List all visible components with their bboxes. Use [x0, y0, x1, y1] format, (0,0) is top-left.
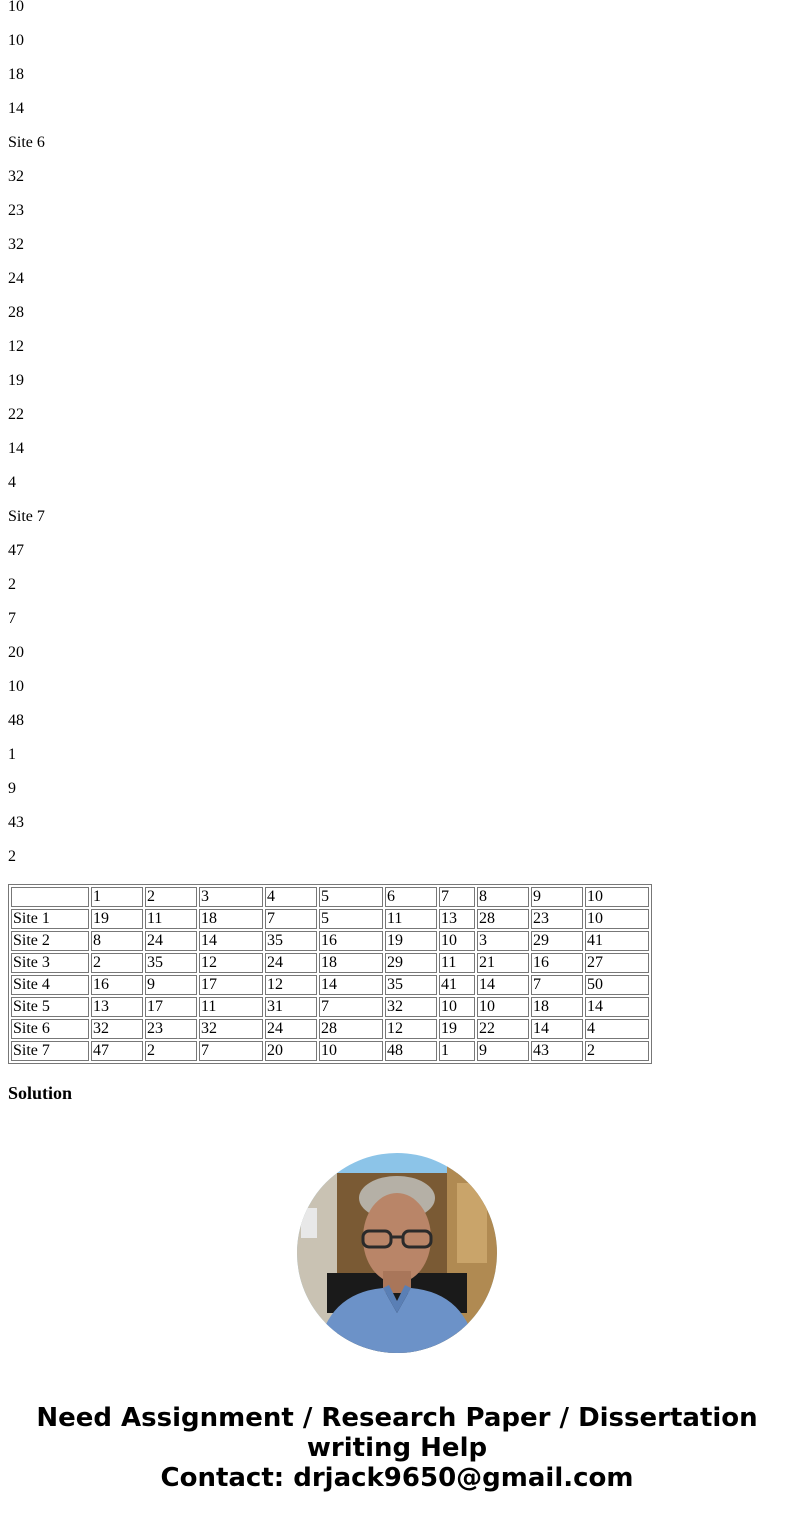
- table-cell: 23: [145, 1019, 197, 1039]
- table-cell: 2: [585, 1041, 649, 1061]
- table-row: [11, 931, 649, 951]
- solution-heading: Solution: [8, 1083, 73, 1103]
- table-cell: 10: [439, 997, 475, 1017]
- column-header-cell: 2: [145, 887, 197, 907]
- table-cell: 12: [199, 953, 263, 973]
- table-cell: 43: [531, 1041, 583, 1061]
- table-cell: 19: [439, 1019, 475, 1039]
- table-row: [11, 975, 649, 995]
- table-cell: 11: [439, 953, 475, 973]
- table-cell: 12: [265, 975, 317, 995]
- table-cell: 27: [585, 953, 649, 973]
- table-cell: 7: [531, 975, 583, 995]
- table-cell: 32: [199, 1019, 263, 1039]
- table-cell: 7: [265, 909, 317, 929]
- table-cell: 28: [319, 1019, 383, 1039]
- table-cell: 47: [91, 1041, 143, 1061]
- table-row: [11, 1041, 649, 1061]
- value-line: 48: [8, 712, 24, 729]
- table-cell: 29: [531, 931, 583, 951]
- value-line: 47: [8, 542, 24, 559]
- value-line: 22: [8, 406, 24, 423]
- column-header-cell: 6: [385, 887, 437, 907]
- table-cell: 8: [91, 931, 143, 951]
- value-line: 32: [8, 168, 24, 185]
- table-cell: 1: [439, 1041, 475, 1061]
- table-row: [11, 997, 649, 1017]
- table-cell: 24: [265, 1019, 317, 1039]
- person-portrait-icon: [297, 1153, 497, 1353]
- table-cell: 14: [585, 997, 649, 1017]
- table-cell: 20: [265, 1041, 317, 1061]
- table-cell: 7: [319, 997, 383, 1017]
- value-line: 4: [8, 474, 16, 491]
- value-line: 18: [8, 66, 24, 83]
- table-header-row: [11, 887, 649, 907]
- table-cell: 23: [531, 909, 583, 929]
- row-label-cell: Site 2: [11, 931, 89, 951]
- table-cell: 14: [477, 975, 529, 995]
- column-header-cell: 8: [477, 887, 529, 907]
- table-cell: 41: [439, 975, 475, 995]
- value-line: 28: [8, 304, 24, 321]
- contact-banner: [0, 1403, 794, 1493]
- value-line: 23: [8, 202, 24, 219]
- column-header-cell: 9: [531, 887, 583, 907]
- table-cell: 41: [585, 931, 649, 951]
- column-header-cell: 3: [199, 887, 263, 907]
- author-avatar: [297, 1153, 497, 1353]
- table-cell: 35: [385, 975, 437, 995]
- table-cell: 24: [265, 953, 317, 973]
- table-cell: 10: [319, 1041, 383, 1061]
- table-cell: 14: [199, 931, 263, 951]
- value-line: 43: [8, 814, 24, 831]
- table-cell: 48: [385, 1041, 437, 1061]
- table-cell: 14: [319, 975, 383, 995]
- table-cell: 32: [91, 1019, 143, 1039]
- table-cell: 24: [145, 931, 197, 951]
- table-cell: 12: [385, 1019, 437, 1039]
- row-label-cell: Site 5: [11, 997, 89, 1017]
- table-cell: 32: [385, 997, 437, 1017]
- table-cell: 18: [531, 997, 583, 1017]
- table-cell: 10: [439, 931, 475, 951]
- value-line: 10: [8, 32, 24, 49]
- value-line: 14: [8, 100, 24, 117]
- table-cell: 2: [91, 953, 143, 973]
- value-line: 10: [8, 0, 24, 15]
- table-cell: 50: [585, 975, 649, 995]
- column-header-cell: 1: [91, 887, 143, 907]
- table-cell: 35: [265, 931, 317, 951]
- table-cell: 3: [477, 931, 529, 951]
- value-line: 19: [8, 372, 24, 389]
- table-cell: 11: [385, 909, 437, 929]
- table-cell: 19: [385, 931, 437, 951]
- table-cell: 18: [199, 909, 263, 929]
- table-cell: 10: [585, 909, 649, 929]
- row-label-cell: Site 7: [11, 1041, 89, 1061]
- value-line: 1: [8, 746, 16, 763]
- row-label-cell: Site 6: [11, 1019, 89, 1039]
- table-cell: 5: [319, 909, 383, 929]
- table-cell: 13: [91, 997, 143, 1017]
- table-cell: 16: [91, 975, 143, 995]
- table-cell: 17: [199, 975, 263, 995]
- cta-line-1: Need Assignment / Research Paper / Dissertation: [36, 1403, 758, 1433]
- table-cell: 4: [585, 1019, 649, 1039]
- value-line: Site 6: [8, 134, 45, 151]
- table-cell: 2: [145, 1041, 197, 1061]
- value-line: 24: [8, 270, 24, 287]
- table-row: [11, 1019, 649, 1039]
- value-line: 2: [8, 848, 16, 865]
- value-line: 32: [8, 236, 24, 253]
- row-label-cell: Site 4: [11, 975, 89, 995]
- value-line: 10: [8, 678, 24, 695]
- table-cell: 16: [319, 931, 383, 951]
- value-line: 12: [8, 338, 24, 355]
- table-row: [11, 953, 649, 973]
- table-cell: 22: [477, 1019, 529, 1039]
- table-cell: 19: [91, 909, 143, 929]
- table-cell: 13: [439, 909, 475, 929]
- table-cell: 11: [199, 997, 263, 1017]
- table-cell: 17: [145, 997, 197, 1017]
- table-cell: 9: [477, 1041, 529, 1061]
- column-header-cell: 7: [439, 887, 475, 907]
- table-cell: 16: [531, 953, 583, 973]
- column-header-cell: 5: [319, 887, 383, 907]
- value-line: 2: [8, 576, 16, 593]
- table-row: [11, 909, 649, 929]
- site-data-table: [8, 884, 652, 1064]
- value-line: 7: [8, 610, 16, 627]
- table-cell: 7: [199, 1041, 263, 1061]
- value-line: 9: [8, 780, 16, 797]
- value-line: 20: [8, 644, 24, 661]
- table-cell: 35: [145, 953, 197, 973]
- cta-line-2: writing Help: [306, 1433, 488, 1463]
- table-cell: 9: [145, 975, 197, 995]
- column-header-cell: 4: [265, 887, 317, 907]
- table-cell: 29: [385, 953, 437, 973]
- table-cell: 14: [531, 1019, 583, 1039]
- row-label-cell: Site 1: [11, 909, 89, 929]
- value-line: 14: [8, 440, 24, 457]
- row-label-cell: Site 3: [11, 953, 89, 973]
- value-line: Site 7: [8, 508, 45, 525]
- table-cell: 21: [477, 953, 529, 973]
- column-header-cell: [11, 887, 89, 907]
- value-list: [8, 0, 45, 882]
- table-cell: 31: [265, 997, 317, 1017]
- table-cell: 28: [477, 909, 529, 929]
- table-cell: 18: [319, 953, 383, 973]
- table-cell: 10: [477, 997, 529, 1017]
- cta-line-3: Contact: drjack9650@gmail.com: [160, 1463, 634, 1493]
- column-header-cell: 10: [585, 887, 649, 907]
- table-cell: 11: [145, 909, 197, 929]
